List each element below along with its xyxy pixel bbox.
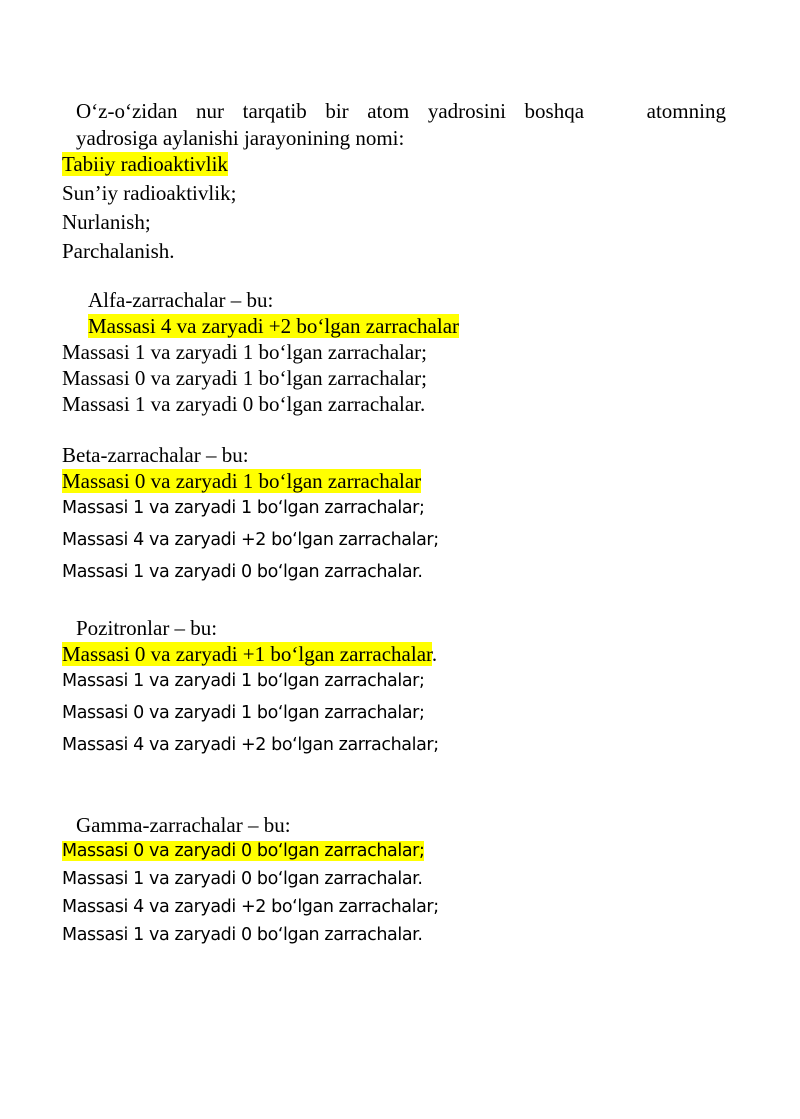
q3-question: Beta-zarrachalar – bu: bbox=[62, 443, 249, 467]
q4-answer-suffix: . bbox=[431, 642, 438, 666]
q1-option: Sun’iy radioaktivlik; bbox=[62, 181, 237, 205]
q5-correct-answer-text: Massasi 0 va zaryadi 0 bo‘lgan zarrachalar; bbox=[62, 841, 425, 861]
q4-option: Massasi 0 va zaryadi 1 bo‘lgan zarrachalar; bbox=[62, 703, 425, 723]
q4-question: Pozitronlar – bu: bbox=[76, 616, 218, 640]
q5-question: Gamma-zarrachalar – bu: bbox=[76, 813, 291, 837]
q3-correct-answer-text: Massasi 0 va zaryadi 1 bo‘lgan zarrachalar bbox=[62, 469, 422, 493]
q1-word: bir bbox=[325, 99, 349, 123]
q2-correct-answer bbox=[88, 313, 459, 339]
q1-word: yadrosini bbox=[427, 99, 506, 123]
q1-word: boshqa bbox=[524, 99, 585, 123]
q2-option: Massasi 0 va zaryadi 1 bo‘lgan zarrachalar; bbox=[62, 366, 427, 390]
q5-option: Massasi 1 va zaryadi 0 bo‘lgan zarrachalar. bbox=[62, 925, 423, 945]
q1-word: O‘z-o‘zidan bbox=[76, 99, 178, 123]
q2-option: Massasi 1 va zaryadi 0 bo‘lgan zarrachalar. bbox=[62, 392, 426, 416]
q1-word: tarqatib bbox=[242, 99, 307, 123]
q3-option: Massasi 1 va zaryadi 1 bo‘lgan zarrachalar; bbox=[62, 498, 425, 518]
q5-option: Massasi 1 va zaryadi 0 bo‘lgan zarrachalar. bbox=[62, 869, 423, 889]
q3-option: Massasi 1 va zaryadi 0 bo‘lgan zarrachalar. bbox=[62, 562, 423, 582]
q1-word: atom bbox=[367, 99, 410, 123]
q5-correct-answer bbox=[62, 838, 424, 864]
q2-correct-answer-text: Massasi 4 va zaryadi +2 bo‘lgan zarrachalar bbox=[88, 314, 460, 338]
q1-option: Parchalanish. bbox=[62, 239, 175, 263]
q2-question: Alfa-zarrachalar – bu: bbox=[88, 288, 274, 312]
q1-question-line1 bbox=[76, 98, 726, 124]
q4-option: Massasi 4 va zaryadi +2 bo‘lgan zarrachalar; bbox=[62, 735, 439, 755]
q3-correct-answer bbox=[62, 468, 421, 494]
q3-option: Massasi 4 va zaryadi +2 bo‘lgan zarrachalar; bbox=[62, 530, 439, 550]
q1-correct-answer-text: Tabiiy radioaktivlik bbox=[62, 152, 228, 176]
q1-word: atomning bbox=[646, 99, 726, 123]
q1-correct-answer bbox=[62, 151, 228, 177]
q1-question-line2: yadrosiga aylanishi jarayonining nomi: bbox=[76, 126, 405, 150]
q4-correct-answer bbox=[62, 641, 437, 667]
q1-word: nur bbox=[196, 99, 225, 123]
q4-option: Massasi 1 va zaryadi 1 bo‘lgan zarrachalar; bbox=[62, 671, 425, 691]
q4-correct-answer-text: Massasi 0 va zaryadi +1 bo‘lgan zarrachalar bbox=[62, 642, 432, 666]
q2-option: Massasi 1 va zaryadi 1 bo‘lgan zarrachalar; bbox=[62, 340, 427, 364]
q1-option: Nurlanish; bbox=[62, 210, 151, 234]
q5-option: Massasi 4 va zaryadi +2 bo‘lgan zarrachalar; bbox=[62, 897, 439, 917]
